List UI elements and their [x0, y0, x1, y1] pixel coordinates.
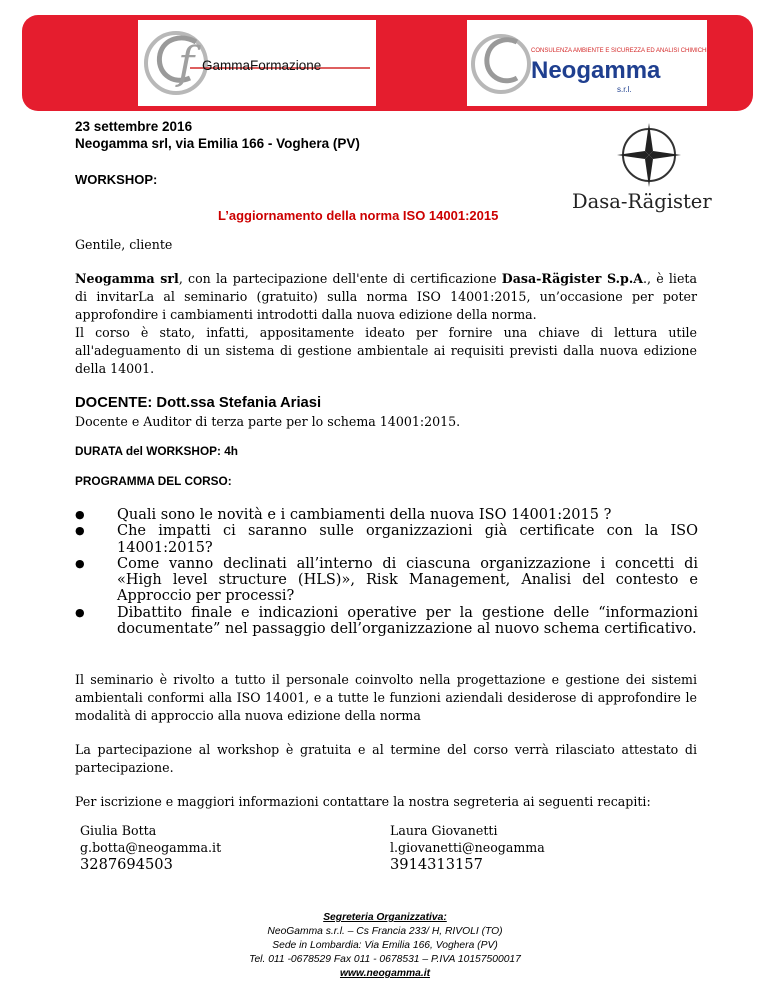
- neogamma-logo-text: Neogamma: [531, 57, 661, 84]
- intro-text-1: , con la partecipazione dell'ente di certificazione: [178, 271, 502, 286]
- intro-text-2: ., è lieta di invitarLa al seminario (gratuito) sulla norma ISO 14001:2015, un’occasione per poter approfondire i cambiamenti introdotti dalla nuova edizione della norma.: [75, 271, 697, 322]
- list-item: ● Quali sono le novità e i cambiamenti della nuova ISO 14001:2015 ?: [75, 507, 612, 523]
- event-date: 23 settembre 2016: [75, 119, 193, 134]
- footer: [190, 911, 580, 981]
- svg-text:f: f: [178, 38, 195, 89]
- header-banner: [22, 15, 753, 111]
- neogamma-logo-mark: [467, 20, 707, 106]
- gammaformazione-logo-text: GammaFormazione: [202, 58, 322, 73]
- footer-heading: Segreteria Organizzativa:: [323, 912, 447, 923]
- neogamma-logo-suffix: s.r.l.: [617, 85, 632, 94]
- workshop-label: WORKSHOP:: [75, 172, 158, 187]
- workshop-title: L’aggiornamento della norma ISO 14001:2015: [218, 208, 499, 223]
- contact-card: [390, 822, 545, 873]
- dasa-register-logo-text: Dasa-Rägister: [572, 190, 712, 213]
- programma-heading: PROGRAMMA DEL CORSO:: [75, 474, 232, 488]
- docente-subtitle: Docente e Auditor di terza parte per lo schema 14001:2015.: [75, 414, 461, 429]
- contact-phone: 3914313157: [390, 856, 483, 873]
- list-item: ● Dibattito finale e indicazioni operative per la gestione delle “informazioni documentate” nel passaggio dell’organizzazione al nuovo schema certificativo.: [75, 604, 698, 638]
- footer-line-3: Tel. 011 -0678529 Fax 011 - 0678531 – P.IVA 10157500017: [249, 954, 521, 965]
- contact-email[interactable]: g.botta@neogamma.it: [80, 840, 222, 855]
- event-location: Neogamma srl, via Emilia 166 - Voghera (PV): [75, 136, 360, 151]
- bullet-icon: ●: [75, 605, 85, 619]
- footer-website-link[interactable]: www.neogamma.it: [339, 968, 431, 979]
- intro-paragraph-2: Il corso è stato, infatti, appositamente ideato per fornire una chiave di lettura utile all'adeguamento di un sistema di gestione ambientale ai requisiti previsti dalla nuova edizione della 14001.: [75, 325, 697, 376]
- durata-label: DURATA del WORKSHOP: 4h: [75, 444, 238, 458]
- list-item: ● Come vanno declinati all’interno di ciascuna organizzazione i concetti di «High level structure (HLS)», Risk Management, Analisi del contesto e Approccio per processi?: [75, 555, 698, 605]
- intro-cert-body: Dasa-Rägister S.p.A: [501, 271, 643, 286]
- greeting: Gentile, cliente: [75, 237, 173, 252]
- footer-line-1: NeoGamma s.r.l. – Cs Francia 233/ H, RIVOLI (TO): [267, 926, 503, 937]
- footer-line-2: Sede in Lombardia: Via Emilia 166, Voghera (PV): [272, 940, 498, 951]
- gammaformazione-logo: [138, 20, 376, 106]
- partecipazione-paragraph: La partecipazione al workshop è gratuita e al termine del corso verrà rilasciato attestato di partecipazione.: [75, 742, 697, 775]
- contact-name: Laura Giovanetti: [390, 823, 498, 838]
- contact-phone: 3287694503: [80, 856, 173, 873]
- compass-icon: [565, 117, 737, 197]
- contact-card: [80, 822, 221, 873]
- bullet-icon: ●: [75, 556, 85, 570]
- bullet-icon: ●: [75, 524, 85, 538]
- target-paragraph: Il seminario è rivolto a tutto il personale coinvolto nella progettazione e gestione dei sistemi ambientali conformi alla ISO 14001, e a tutte le funzioni aziendali desiderose di approfondire le modalità di approccio alla nuova edizione della norma: [75, 672, 697, 723]
- contact-name: Giulia Botta: [80, 823, 157, 838]
- gammaformazione-logo-mark: [138, 20, 376, 106]
- intro-company: Neogamma srl: [75, 271, 179, 286]
- list-item: ● Che impatti ci saranno sulle organizzazioni già certificate con la ISO 14001:2015?: [75, 523, 698, 556]
- docente-heading: DOCENTE: Dott.ssa Stefania Ariasi: [75, 395, 322, 411]
- neogamma-logo: [467, 20, 707, 106]
- bullet-icon: ●: [75, 508, 85, 521]
- neogamma-logo-tagline: CONSULENZA AMBIENTE E SICUREZZA ED ANALISI CHIMICHE: [531, 48, 707, 54]
- contact-email[interactable]: l.giovanetti@neogamma: [390, 840, 545, 855]
- programma-list: [75, 507, 698, 637]
- intro-paragraph: [75, 270, 697, 378]
- iscrizione-paragraph: Per iscrizione e maggiori informazioni contattare la nostra segreteria ai seguenti recapiti:: [75, 794, 651, 809]
